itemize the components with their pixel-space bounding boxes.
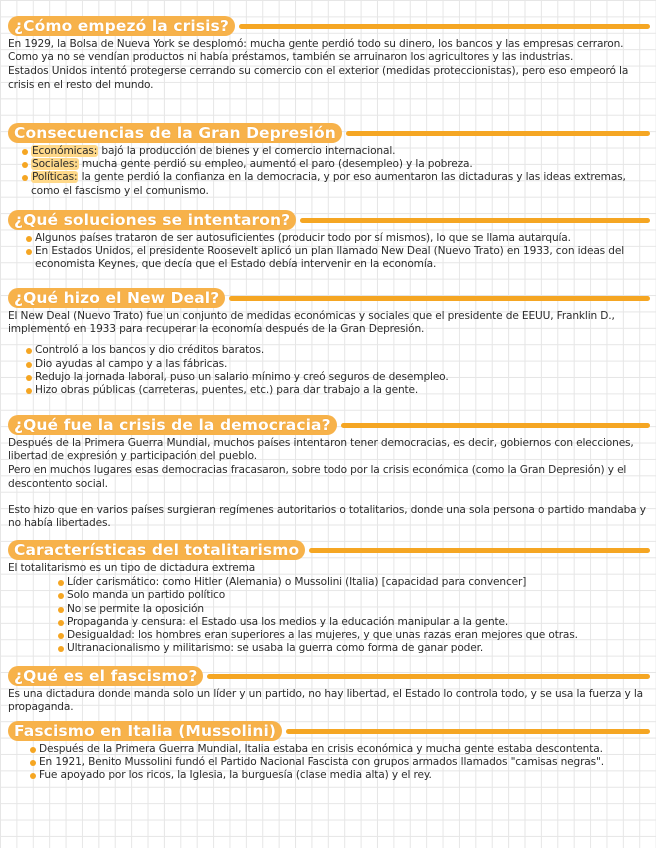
list-item: Algunos países trataron de ser autosuficientes (producir todo por sí mismos), lo que se llama autarquía. bbox=[26, 232, 650, 245]
heading-row bbox=[8, 15, 650, 37]
paragraph: Estados Unidos intentó protegerse cerrando su comercio con el exterior (medidas proteccionistas), pero eso empeoró la crisis en el resto del mundo. bbox=[8, 65, 629, 91]
section-totalitarianism bbox=[8, 539, 650, 655]
list-item: Fue apoyado por los ricos, la Iglesia, la burguesía (clase media alta) y el rey. bbox=[30, 769, 650, 782]
section-heading: ¿Qué fue la crisis de la democracia? bbox=[8, 415, 337, 435]
section-new-deal bbox=[8, 287, 650, 397]
highlight-label: Sociales: bbox=[32, 158, 78, 171]
item-text: mucha gente perdió su empleo, aumentó el paro (desempleo) y la pobreza. bbox=[78, 158, 473, 171]
list-item: Controló a los bancos y dio créditos baratos. bbox=[26, 344, 650, 357]
list-item: No se permite la oposición bbox=[58, 603, 650, 616]
paragraph: Esto hizo que en varios países surgieran regímenes autoritarios o totalitarios, donde una sola persona o partido mandaba y no había libertades. bbox=[8, 503, 646, 530]
bullet-list bbox=[26, 232, 650, 272]
section-heading: ¿Qué soluciones se intentaron? bbox=[8, 210, 296, 230]
heading-row bbox=[8, 122, 650, 144]
section-heading: Fascismo en Italia (Mussolini) bbox=[8, 721, 282, 741]
heading-row bbox=[8, 287, 650, 309]
section-heading: Consecuencias de la Gran Depresión bbox=[8, 123, 342, 143]
section-heading: Características del totalitarismo bbox=[8, 540, 305, 560]
list-item: En Estados Unidos, el presidente Roosevelt aplicó un plan llamado New Deal (Nuevo Trato) en 1933, con ideas del economista Keynes, que decía que el Estado debía intervenir en la economía. bbox=[26, 245, 650, 271]
list-item: Dio ayudas al campo y a las fábricas. bbox=[26, 358, 650, 371]
section-italy-fascism bbox=[8, 720, 650, 783]
section-fascism bbox=[8, 665, 650, 714]
section-democracy-crisis bbox=[8, 414, 650, 530]
highlight-label: Económicas: bbox=[32, 145, 98, 157]
heading-underline bbox=[239, 24, 650, 29]
paragraph: Es una dictadura donde manda solo un líder y un partido, no hay libertad, el Estado lo controla todo, y se usa la fuerza y la propaganda. bbox=[8, 688, 643, 714]
list-item: Líder carismático: como Hitler (Alemania) o Mussolini (Italia) [capacidad para convencer] bbox=[58, 576, 650, 589]
section-heading: ¿Qué hizo el New Deal? bbox=[8, 288, 225, 308]
paragraph: Después de la Primera Guerra Mundial, muchos países intentaron tener democracias, es decir, gobiernos con elecciones, libertad de expresión y participación del pueblo. bbox=[8, 437, 634, 463]
list-item bbox=[22, 158, 650, 171]
item-text: bajó la producción de bienes y el comercio internacional. bbox=[98, 145, 396, 157]
paragraph: Pero en muchos lugares esas democracias fracasaron, sobre todo por la crisis económica (como la Gran Depresión) y el descontento social. bbox=[8, 464, 627, 490]
list-item: Solo manda un partido político bbox=[58, 589, 650, 602]
heading-underline bbox=[207, 674, 650, 679]
paragraph: En 1929, la Bolsa de Nueva York se desplomó: mucha gente perdió todo su dinero, los bancos y las empresas cerraron. Como ya no se vendían productos ni había préstamos, también se arruinaron los agricultores y las industrias. bbox=[8, 38, 624, 64]
heading-row bbox=[8, 665, 650, 687]
list-item: Ultranacionalismo y militarismo: se usaba la guerra como forma de ganar poder. bbox=[58, 642, 650, 655]
bullet-list bbox=[58, 576, 650, 655]
heading-row bbox=[8, 539, 650, 561]
paragraph: El totalitarismo es un tipo de dictadura extrema bbox=[8, 562, 256, 574]
section-heading: ¿Qué es el fascismo? bbox=[8, 666, 203, 686]
list-item: En 1921, Benito Mussolini fundó el Partido Nacional Fascista con grupos armados llamados "camisas negras". bbox=[30, 756, 650, 769]
heading-underline bbox=[229, 296, 650, 301]
bullet-list bbox=[30, 743, 650, 783]
paragraph: El New Deal (Nuevo Trato) fue un conjunto de medidas económicas y sociales que el presidente de EEUU, Franklin D., implementó en 1933 para recuperar la economía después de la Gran Depresión. bbox=[8, 310, 615, 336]
heading-row bbox=[8, 720, 650, 742]
list-item: Hizo obras públicas (carreteras, puentes, etc.) para dar trabajo a la gente. bbox=[26, 384, 650, 397]
heading-underline bbox=[300, 218, 650, 223]
bullet-list bbox=[26, 344, 650, 397]
highlight-label: Políticas: bbox=[32, 171, 78, 184]
list-item bbox=[22, 145, 650, 158]
list-item: Después de la Primera Guerra Mundial, Italia estaba en crisis económica y mucha gente estaba descontenta. bbox=[30, 743, 650, 756]
heading-row bbox=[8, 414, 650, 436]
list-item: Desigualdad: los hombres eran superiores a las mujeres, y que unas razas eran mejores que otras. bbox=[58, 629, 650, 642]
list-item bbox=[22, 171, 650, 197]
bullet-list bbox=[22, 145, 650, 198]
heading-underline bbox=[309, 548, 650, 553]
heading-row bbox=[8, 209, 650, 231]
list-item: Redujo la jornada laboral, puso un salario mínimo y creó seguros de desempleo. bbox=[26, 371, 650, 384]
item-text: la gente perdió la confianza en la democracia, y por eso aumentaron las dictaduras y las ideas extremas, como el fascismo y el comunismo. bbox=[31, 171, 626, 197]
section-heading: ¿Cómo empezó la crisis? bbox=[8, 16, 235, 36]
section-solutions bbox=[8, 209, 650, 272]
heading-underline bbox=[341, 423, 650, 428]
section-crisis-start bbox=[8, 15, 650, 92]
list-item: Propaganda y censura: el Estado usa los medios y la educación manipular a la gente. bbox=[58, 616, 650, 629]
heading-underline bbox=[286, 729, 650, 734]
section-consequences bbox=[8, 122, 650, 198]
heading-underline bbox=[346, 131, 650, 136]
